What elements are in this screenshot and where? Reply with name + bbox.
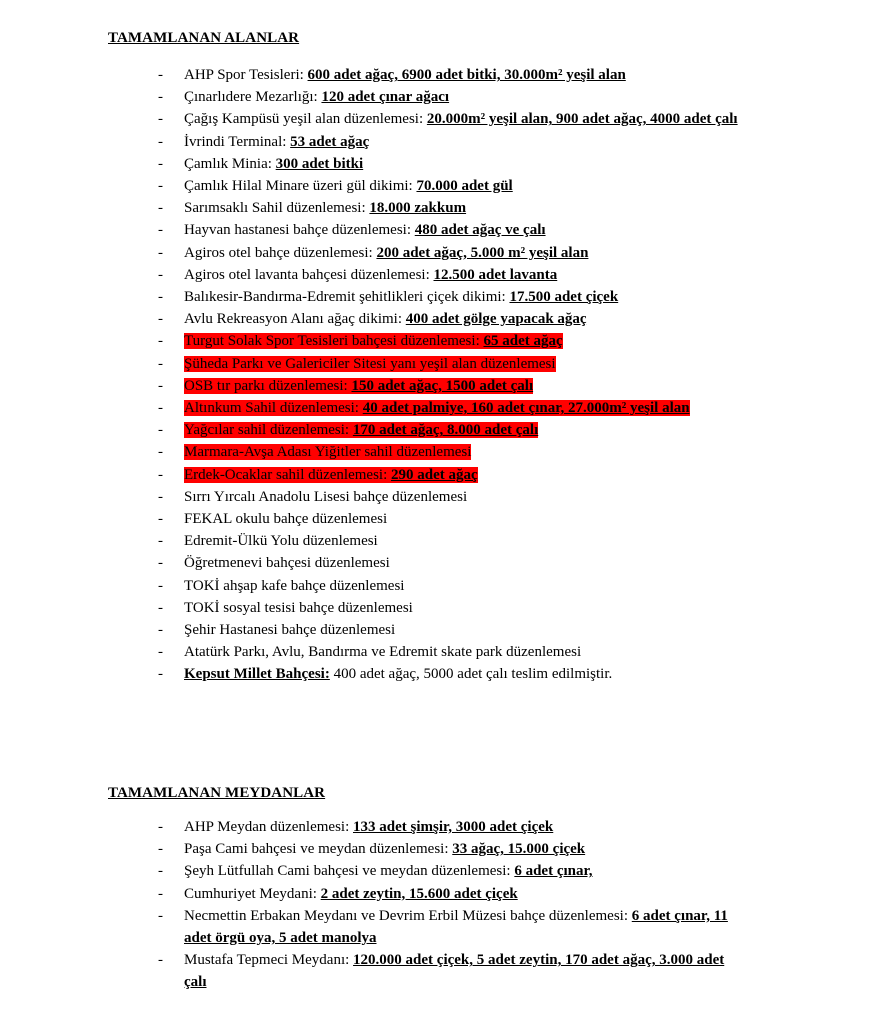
entry-quantity: 40 adet palmiye, 160 adet çınar, 27.000m² yeşil alan	[362, 400, 690, 417]
entry-text	[184, 89, 449, 105]
entry-location: Çağış Kampüsü yeşil alan düzenlemesi:	[184, 111, 424, 128]
bullet-dash: -	[158, 599, 163, 616]
entry-text	[184, 622, 395, 638]
entry-quantity: Kepsut Millet Bahçesi:	[184, 666, 330, 683]
list-item	[0, 860, 870, 882]
bullet-dash: -	[158, 511, 163, 528]
entry-text	[184, 245, 588, 261]
entry-quantity: 12.500 adet lavanta	[433, 266, 558, 283]
entry-location: Agiros otel bahçe düzenlemesi:	[184, 244, 373, 261]
entry-text	[184, 511, 387, 527]
entry-location: Necmettin Erbakan Meydanı ve Devrim Erbil Müzesi bahçe düzenlemesi:	[184, 907, 629, 924]
entry-text	[184, 666, 612, 682]
highlighted-entry	[184, 378, 533, 394]
entry-text	[184, 644, 581, 660]
list-item	[0, 64, 870, 86]
highlighted-entry	[184, 356, 556, 372]
list-item	[0, 330, 870, 352]
list-item	[0, 353, 870, 375]
entry-text	[184, 952, 724, 990]
entry-location: Şüheda Parkı ve Galericiler Sitesi yanı yeşil alan düzenlemesi	[184, 355, 556, 372]
entry-text	[184, 841, 585, 857]
list-item	[0, 242, 870, 264]
entry-quantity: 17.500 adet çiçek	[509, 289, 619, 306]
list-item	[0, 883, 870, 905]
bullet-dash: -	[158, 577, 163, 594]
bullet-dash: -	[158, 952, 163, 969]
entry-quantity: 18.000 zakkum	[369, 200, 467, 217]
entry-quantity: 600 adet ağaç, 6900 adet bitki, 30.000m² yeşil alan	[307, 67, 626, 83]
bullet-dash: -	[158, 555, 163, 572]
list-item	[0, 641, 870, 663]
entry-location: AHP Spor Tesisleri:	[184, 67, 304, 83]
list-item	[0, 464, 870, 486]
bullet-dash: -	[158, 819, 163, 835]
list-item	[0, 175, 870, 197]
bullet-dash: -	[158, 266, 163, 283]
entry-text	[184, 533, 378, 549]
entry-quantity: 150 adet ağaç, 1500 adet çalı	[351, 377, 534, 394]
bullet-dash: -	[158, 200, 163, 217]
bullet-dash: -	[158, 533, 163, 550]
bullet-dash: -	[158, 885, 163, 902]
list-item	[0, 597, 870, 619]
entry-text	[184, 67, 626, 83]
entry-location: OSB tır parkı düzenlemesi:	[184, 377, 348, 394]
bullet-dash: -	[158, 289, 163, 306]
entry-quantity: 300 adet bitki	[275, 155, 364, 172]
entry-location: FEKAL okulu bahçe düzenlemesi	[184, 511, 388, 528]
entry-location: Cumhuriyet Meydani:	[184, 885, 317, 902]
list-item	[0, 816, 870, 838]
bullet-dash: -	[158, 133, 163, 150]
entry-quantity: 33 ağaç, 15.000 çiçek	[452, 841, 586, 858]
bullet-dash: -	[158, 311, 163, 328]
completed-areas-list	[0, 64, 870, 686]
entry-location: Şeyh Lütfullah Cami bahçesi ve meydan düzenlemesi:	[184, 863, 511, 880]
entry-location: Agiros otel lavanta bahçesi düzenlemesi:	[184, 266, 430, 283]
entry-location: Marmara-Avşa Adası Yiğitler sahil düzenlemesi	[184, 444, 472, 461]
bullet-dash: -	[158, 841, 163, 858]
entry-text	[184, 200, 466, 216]
highlighted-entry	[184, 444, 471, 460]
entry-location: Balıkesir-Bandırma-Edremit şehitlikleri çiçek dikimi:	[184, 289, 506, 306]
entry-location: Edremit-Ülkü Yolu düzenlemesi	[184, 533, 378, 550]
entry-text	[184, 819, 553, 835]
entry-text	[184, 134, 369, 150]
list-item	[0, 86, 870, 108]
entry-location: Yağcılar sahil düzenlemesi:	[184, 422, 350, 439]
list-item	[0, 619, 870, 641]
entry-quantity: 120.000 adet çiçek, 5 adet zeytin, 170 adet ağaç, 3.000 adet çalı	[184, 952, 725, 991]
highlighted-entry	[184, 422, 538, 438]
list-item	[0, 286, 870, 308]
entry-quantity: 133 adet şimşir, 3000 adet çiçek	[353, 819, 554, 835]
bullet-dash: -	[158, 89, 163, 106]
list-item	[0, 441, 870, 463]
list-item	[0, 108, 870, 130]
bullet-dash: -	[158, 644, 163, 661]
bullet-dash: -	[158, 111, 163, 128]
list-item	[0, 486, 870, 508]
entry-location: Atatürk Parkı, Avlu, Bandırma ve Edremit skate park düzenlemesi	[184, 644, 582, 661]
bullet-dash: -	[158, 400, 163, 417]
entry-quantity: 480 adet ağaç ve çalı	[414, 222, 546, 239]
bullet-dash: -	[158, 155, 163, 172]
entry-quantity: 2 adet zeytin, 15.600 adet çiçek	[320, 885, 518, 902]
entry-text	[184, 908, 728, 946]
list-item	[0, 131, 870, 153]
entry-location: Erdek-Ocaklar sahil düzenlemesi:	[184, 466, 388, 483]
entry-detail: 400 adet ağaç, 5000 adet çalı teslim edilmiştir.	[333, 666, 613, 683]
entry-location: Altınkum Sahil düzenlemesi:	[184, 400, 359, 417]
section-title-areas: TAMAMLANAN ALANLAR	[108, 30, 300, 46]
list-item	[0, 838, 870, 860]
entry-quantity: 20.000m² yeşil alan, 900 adet ağaç, 4000 adet çalı	[426, 111, 738, 128]
list-item	[0, 419, 870, 441]
entry-text	[184, 178, 513, 194]
list-item	[0, 264, 870, 286]
entry-location: Avlu Rekreasyon Alanı ağaç dikimi:	[184, 311, 403, 328]
entry-text	[184, 111, 738, 127]
entry-text	[184, 886, 518, 902]
entry-text	[184, 555, 390, 571]
entry-text	[184, 222, 546, 238]
entry-text	[184, 267, 557, 283]
entry-location: Turgut Solak Spor Tesisleri bahçesi düzenlemesi:	[184, 333, 480, 350]
entry-quantity: 6 adet çınar,	[514, 863, 593, 880]
entry-quantity: 53 adet ağaç	[290, 133, 370, 150]
entry-location: Mustafa Tepmeci Meydanı:	[184, 952, 350, 969]
bullet-dash: -	[158, 178, 163, 195]
entry-location: Sarımsaklı Sahil düzenlemesi:	[184, 200, 366, 217]
list-item	[0, 663, 870, 685]
highlighted-entry	[184, 400, 690, 416]
list-item	[0, 905, 870, 949]
list-item	[0, 375, 870, 397]
entry-location: Çamlık Minia:	[184, 155, 272, 172]
list-item	[0, 197, 870, 219]
bullet-dash: -	[158, 444, 163, 461]
bullet-dash: -	[158, 863, 163, 880]
highlighted-entry	[184, 467, 478, 483]
entry-text	[184, 289, 618, 305]
bullet-dash: -	[158, 222, 163, 239]
entry-quantity: 200 adet ağaç, 5.000 m² yeşil alan	[376, 244, 589, 261]
list-item	[0, 308, 870, 330]
bullet-dash: -	[158, 666, 163, 683]
completed-squares-list	[0, 816, 870, 994]
entry-location: Çınarlıdere Mezarlığı:	[184, 89, 318, 106]
entry-quantity: 6 adet çınar, 11 adet örgü oya, 5 adet manolya	[184, 907, 728, 947]
entry-text	[184, 863, 593, 879]
entry-text	[184, 156, 363, 172]
entry-text	[184, 489, 467, 505]
bullet-dash: -	[158, 377, 163, 394]
list-item	[0, 508, 870, 530]
list-item	[0, 575, 870, 597]
entry-quantity: 170 adet ağaç, 8.000 adet çalı	[352, 422, 539, 439]
list-item	[0, 397, 870, 419]
entry-quantity: 70.000 adet gül	[416, 178, 513, 195]
entry-location: Şehir Hastanesi bahçe düzenlemesi	[184, 622, 396, 639]
entry-location: Paşa Cami bahçesi ve meydan düzenlemesi:	[184, 841, 449, 858]
entry-text	[184, 600, 413, 616]
entry-location: AHP Meydan düzenlemesi:	[184, 819, 350, 835]
entry-quantity: 290 adet ağaç	[391, 466, 478, 483]
bullet-dash: -	[158, 907, 163, 924]
bullet-dash: -	[158, 355, 163, 372]
entry-location: Çamlık Hilal Minare üzeri gül dikimi:	[184, 178, 413, 195]
entry-location: Öğretmenevi bahçesi düzenlemesi	[184, 555, 390, 572]
bullet-dash: -	[158, 244, 163, 261]
entry-quantity: 120 adet çınar ağacı	[321, 89, 450, 106]
entry-text	[184, 311, 587, 327]
list-item	[0, 530, 870, 552]
list-item	[0, 552, 870, 574]
entry-location: İvrindi Terminal:	[184, 133, 287, 150]
entry-location: Sırrı Yırcalı Anadolu Lisesi bahçe düzenlemesi	[184, 488, 468, 505]
bullet-dash: -	[158, 466, 163, 483]
entry-location: TOKİ ahşap kafe bahçe düzenlemesi	[184, 577, 405, 594]
bullet-dash: -	[158, 67, 163, 83]
highlighted-entry	[184, 333, 563, 349]
bullet-dash: -	[158, 422, 163, 439]
bullet-dash: -	[158, 622, 163, 639]
entry-text	[184, 578, 404, 594]
entry-quantity: 400 adet gölge yapacak ağaç	[405, 311, 587, 328]
list-item	[0, 153, 870, 175]
section-title-squares: TAMAMLANAN MEYDANLAR	[108, 785, 326, 801]
list-item	[0, 219, 870, 241]
entry-location: TOKİ sosyal tesisi bahçe düzenlemesi	[184, 599, 413, 616]
entry-quantity: 65 adet ağaç	[483, 333, 563, 350]
entry-location: Hayvan hastanesi bahçe düzenlemesi:	[184, 222, 411, 239]
list-item	[0, 949, 870, 993]
bullet-dash: -	[158, 333, 163, 350]
bullet-dash: -	[158, 488, 163, 505]
